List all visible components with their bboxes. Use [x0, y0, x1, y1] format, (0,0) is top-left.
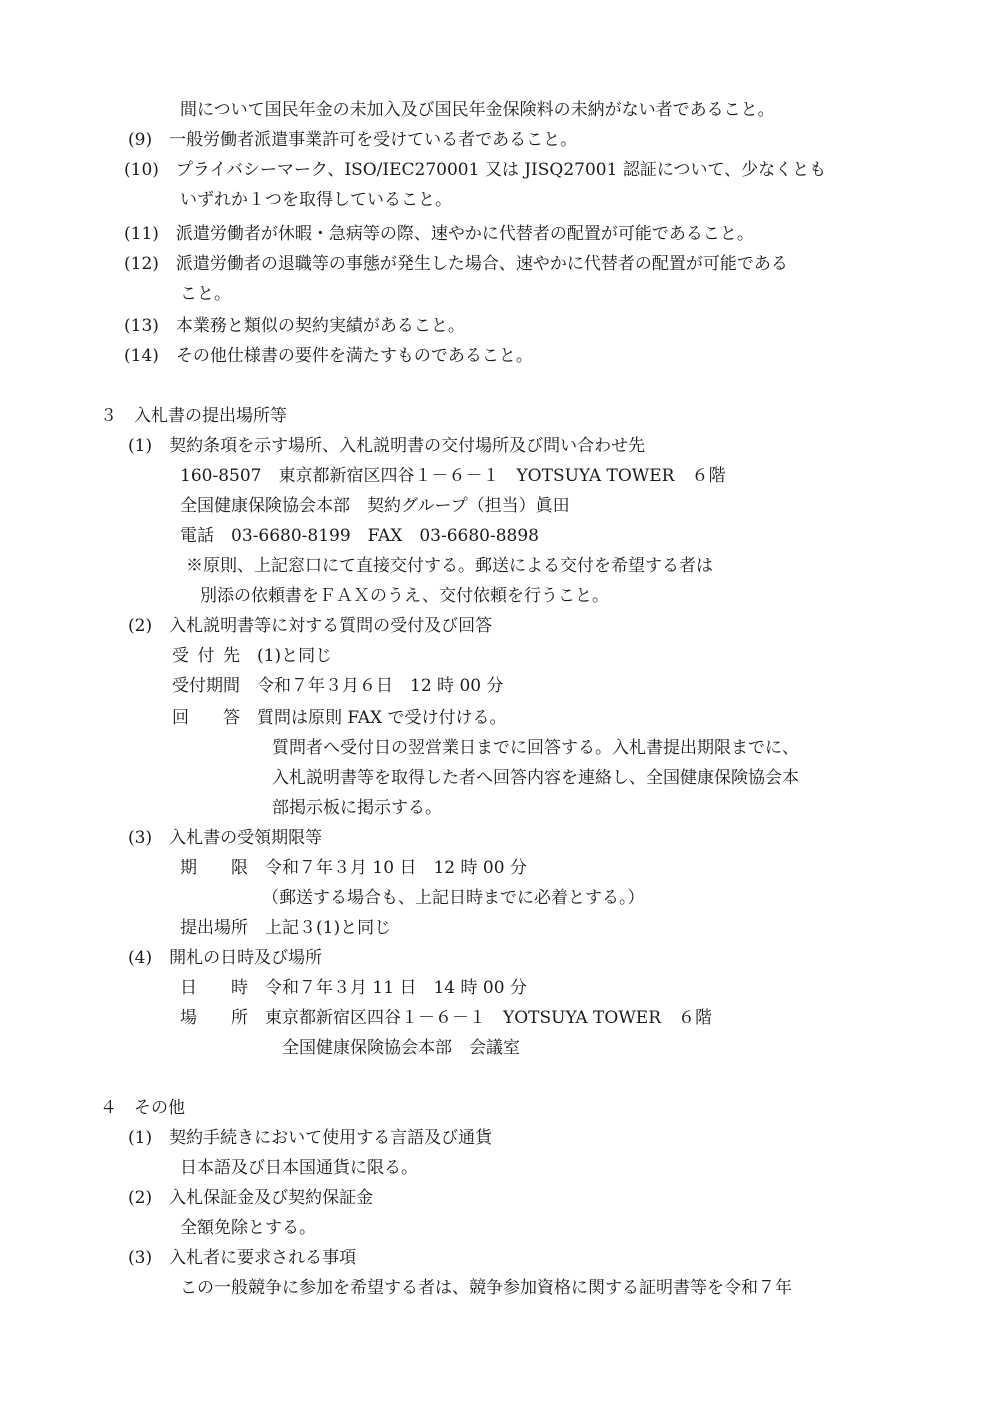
text-line: 日本語及び日本国通貨に限る。 [180, 1158, 418, 1178]
list-item-4-1: (1) 契約手続きにおいて使用する言語及び通貨 [128, 1128, 493, 1148]
list-item-9: (9) 一般労働者派遣事業許可を受けている者であること。 [128, 130, 578, 150]
list-item-12: (12) 派遣労働者の退職等の事態が発生した場合、速やかに代替者の配置が可能である [124, 254, 788, 274]
text-line: 場 所 東京都新宿区四谷１－６－１ YOTSUYA TOWER ６階 [180, 1008, 713, 1028]
text-line: 間について国民年金の未加入及び国民年金保険料の未納がない者であること。 [180, 100, 775, 120]
text-line: こと。 [180, 284, 231, 304]
list-item-14: (14) その他仕様書の要件を満たすものであること。 [124, 346, 533, 366]
note-line: ※原則、上記窓口にて直接交付する。郵送による交付を希望する者は [186, 556, 713, 576]
list-item-3-2: (2) 入札説明書等に対する質問の受付及び回答 [128, 616, 493, 636]
contact-line: 全国健康保険協会本部 契約グループ（担当）眞田 [180, 496, 570, 516]
list-item-3-1: (1) 契約条項を示す場所、入札説明書の交付場所及び問い合わせ先 [128, 436, 646, 456]
text-line: 提出場所 上記３(1)と同じ [180, 918, 392, 938]
text-line: 受付期間 令和７年３月６日 12 時 00 分 [172, 676, 504, 696]
text-line: 期 限 令和７年３月 10 日 12 時 00 分 [180, 858, 527, 878]
list-item-13: (13) 本業務と類似の契約実績があること。 [124, 316, 465, 336]
text-line: 全国健康保険協会本部 会議室 [282, 1038, 520, 1058]
phone-fax-line: 電話 03-6680-8199 FAX 03-6680-8898 [180, 526, 539, 546]
list-item-11: (11) 派遣労働者が休暇・急病等の際、速やかに代替者の配置が可能であること。 [124, 224, 754, 244]
list-item-4-3: (3) 入札者に要求される事項 [128, 1248, 357, 1268]
list-item-3-4: (4) 開札の日時及び場所 [128, 948, 323, 968]
list-item-10: (10) プライバシーマーク、ISO/IEC270001 又は JISQ27001 認証について、少なくとも [124, 160, 827, 180]
text-line: 質問者へ受付日の翌営業日までに回答する。入札書提出期限までに、 [272, 738, 799, 758]
address-line: 160-8507 東京都新宿区四谷１－６－１ YOTSUYA TOWER ６階 [180, 466, 726, 486]
text-line: この一般競争に参加を希望する者は、競争参加資格に関する証明書等を令和７年 [180, 1278, 792, 1298]
list-item-4-2: (2) 入札保証金及び契約保証金 [128, 1188, 374, 1208]
text-line: 全額免除とする。 [180, 1218, 316, 1238]
text-line: 受 付 先 (1)と同じ [172, 646, 333, 666]
text-line: いずれか１つを取得していること。 [180, 190, 452, 210]
text-line: 入札説明書等を取得した者へ回答内容を連絡し、全国健康保険協会本 [272, 768, 799, 788]
text-line: （郵送する場合も、上記日時までに必着とする。） [262, 888, 645, 908]
text-line: 日 時 令和７年３月 11 日 14 時 00 分 [180, 978, 527, 998]
note-line: 別添の依頼書をＦＡＸのうえ、交付依頼を行うこと。 [200, 586, 610, 606]
section-heading-3: ３ 入札書の提出場所等 [100, 406, 287, 426]
text-line: 回 答 質問は原則 FAX で受け付ける。 [172, 708, 507, 728]
section-heading-4: ４ その他 [100, 1098, 185, 1118]
list-item-3-3: (3) 入札書の受領期限等 [128, 828, 323, 848]
text-line: 部掲示板に掲示する。 [272, 798, 442, 818]
